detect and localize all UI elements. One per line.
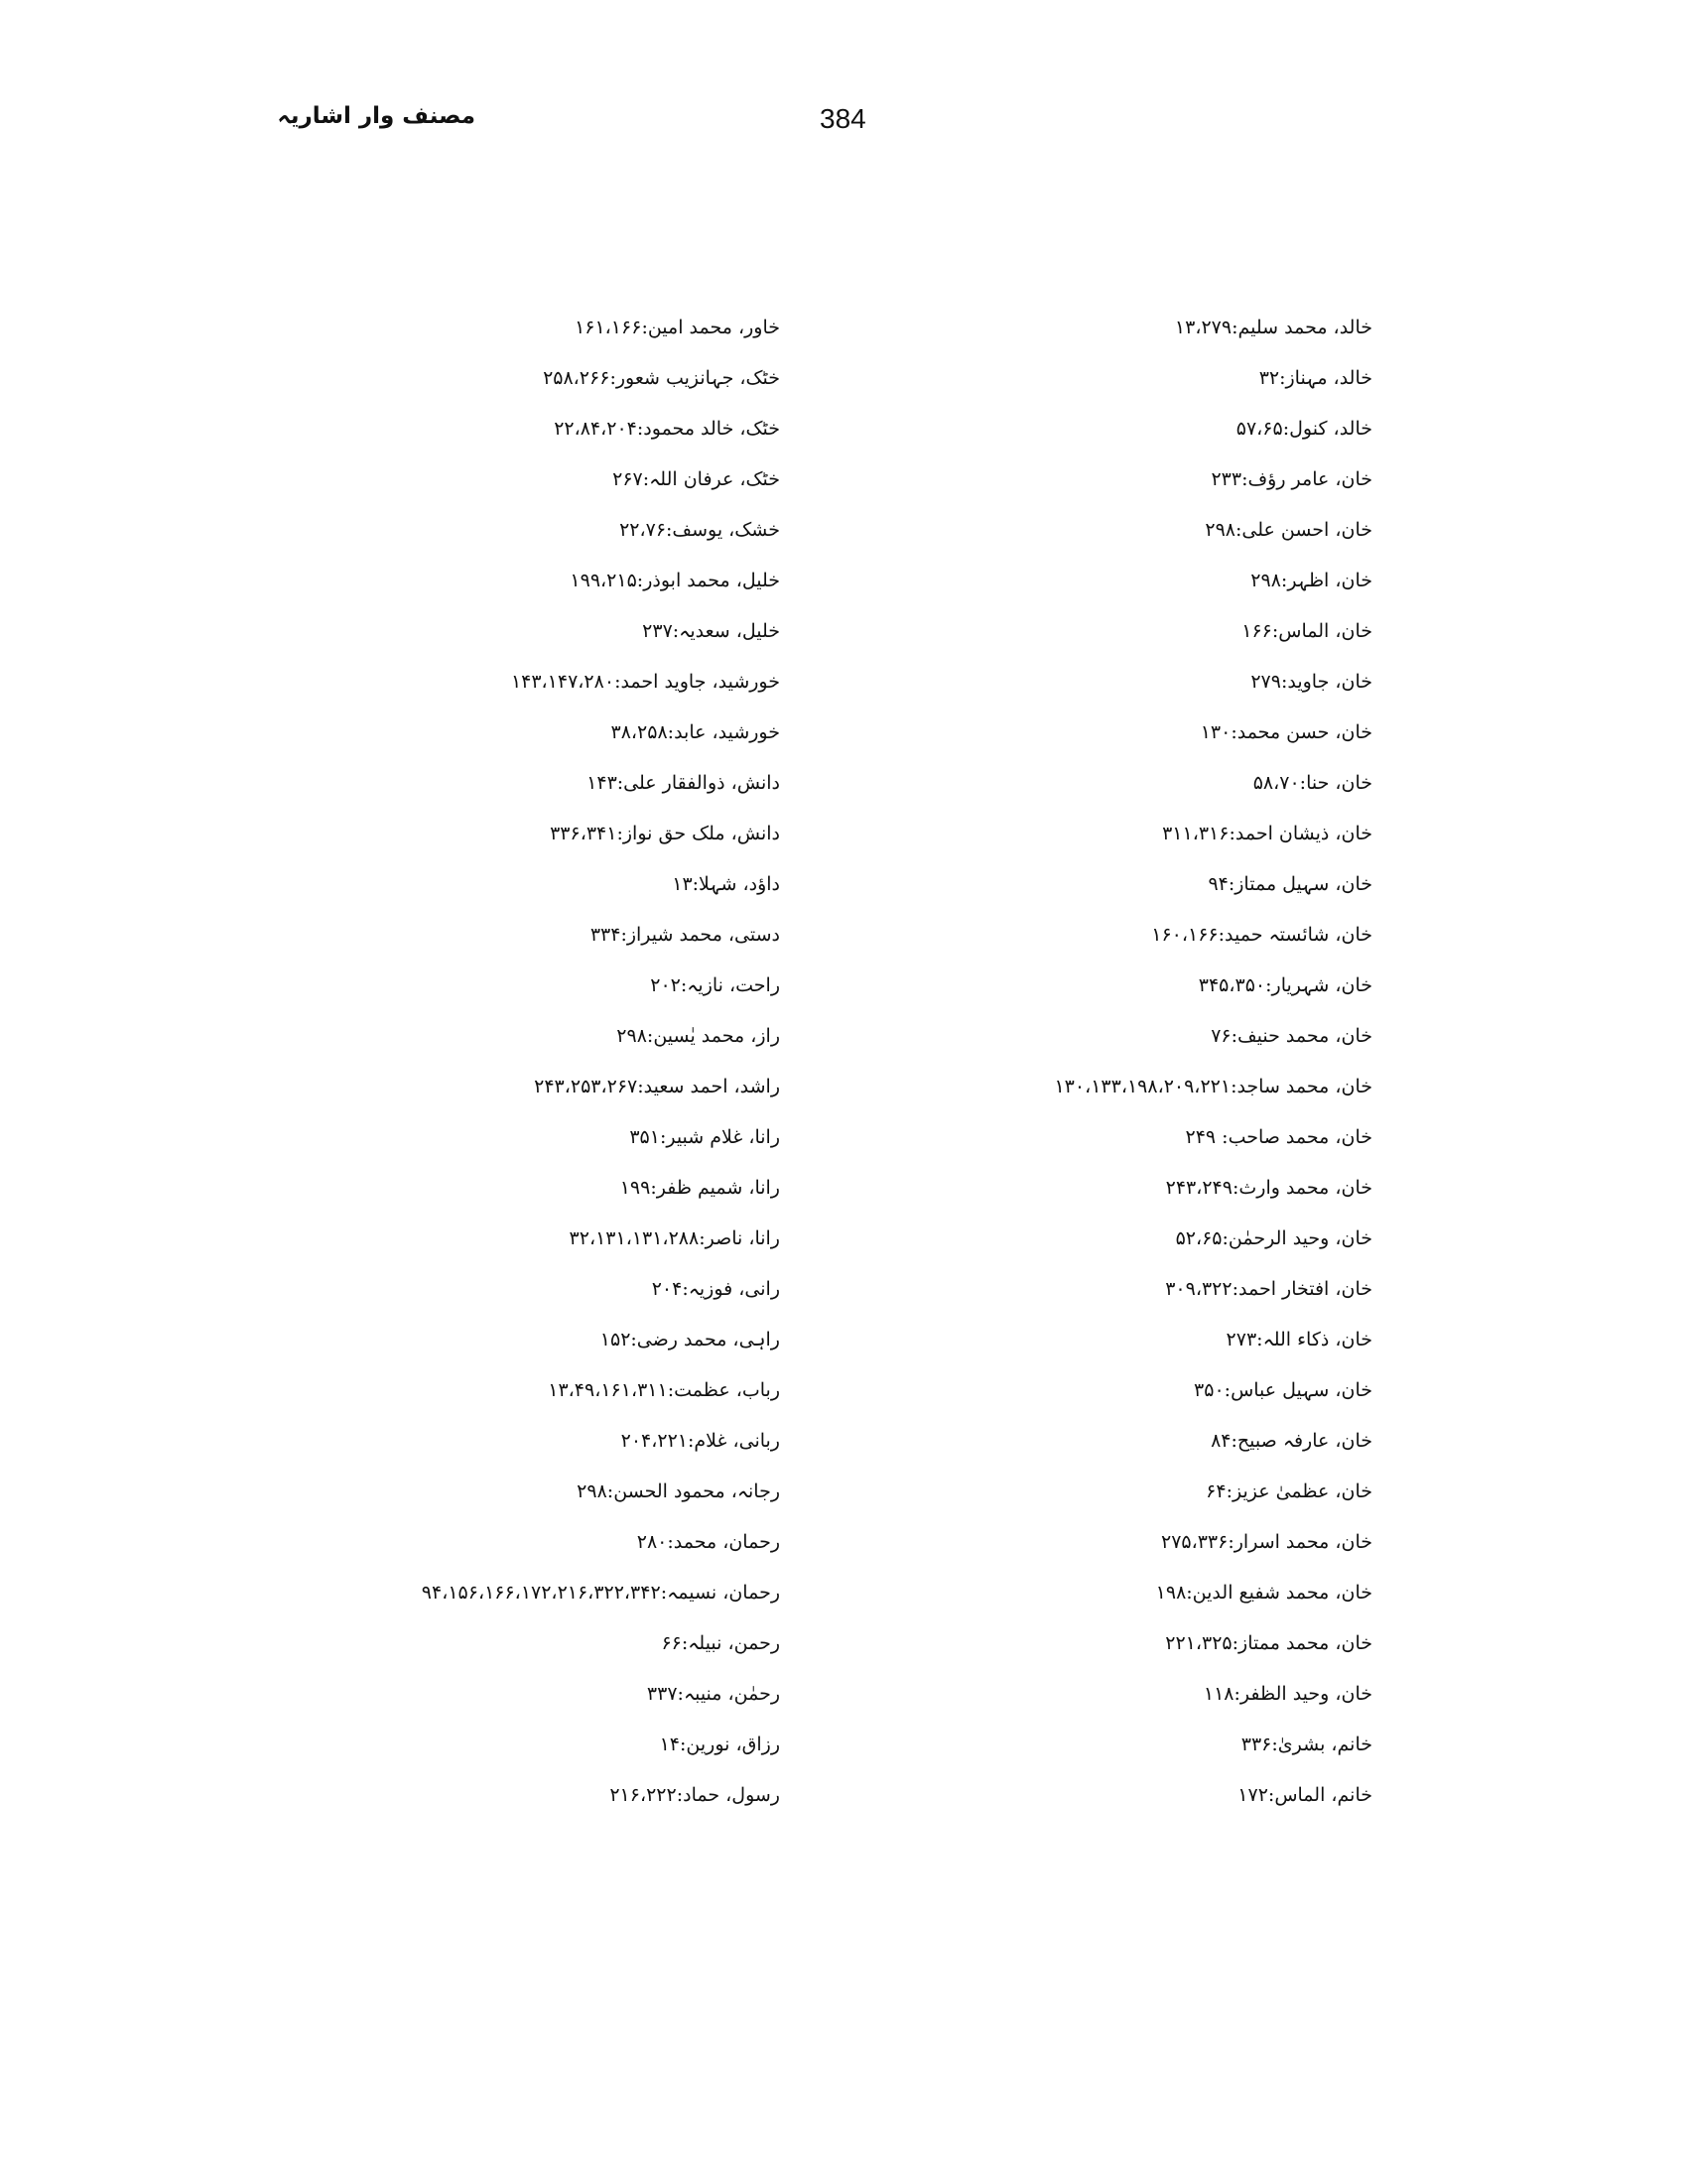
index-entry: رحمان، محمد:۲۸۰ — [636, 1531, 780, 1553]
index-entry: دانش، ملک حق نواز:۳۳۶،۳۴۱ — [550, 823, 780, 844]
index-entry: خان، احسن علی:۲۹۸ — [1205, 519, 1372, 541]
index-entry: خان، ذکاء اللہ:۲۷۳ — [1226, 1329, 1372, 1350]
index-entry: خان، وحید الظفر:۱۱۸ — [1203, 1683, 1372, 1705]
page-number: 384 — [820, 103, 866, 134]
index-entry: خان، شائستہ حمید:۱۶۰،۱۶۶ — [1151, 924, 1372, 946]
index-entry: خالد، مہناز:۳۲ — [1258, 367, 1372, 389]
index-entry: داؤد، شہلا:۱۳ — [672, 873, 780, 895]
index-entry: خان، افتخار احمد:۳۰۹،۳۲۲ — [1165, 1278, 1372, 1300]
index-entry: راحت، نازیہ:۲۰۲ — [650, 974, 780, 996]
index-entry: خورشید، عابد:۳۸،۲۵۸ — [610, 721, 780, 743]
index-entry: خان، محمد صاحب: ۲۴۹ — [1185, 1126, 1372, 1148]
index-entry: خالد، کنول:۵۷،۶۵ — [1235, 418, 1372, 440]
index-entry: خان، حنا:۵۸،۷۰ — [1252, 772, 1372, 794]
index-entry: خان، محمد شفیع الدین:۱۹۸ — [1155, 1582, 1372, 1604]
index-entry: خاور، محمد امین:۱۶۱،۱۶۶ — [575, 317, 780, 338]
index-entry: راہی، محمد رضی:۱۵۲ — [599, 1329, 780, 1350]
index-entry: خٹک، جہانزیب شعور:۲۵۸،۲۶۶ — [543, 367, 780, 389]
index-entry: خان، محمد ممتاز:۲۲۱،۳۲۵ — [1165, 1632, 1372, 1654]
index-entry: دستی، محمد شیراز:۳۳۴ — [589, 924, 780, 946]
index-entry: خان، سہیل عباس:۳۵۰ — [1194, 1379, 1372, 1401]
index-entry: خٹک، عرفان اللہ:۲۶۷ — [612, 468, 780, 490]
index-entry: خلیل، محمد ابوذر:۱۹۹،۲۱۵ — [570, 570, 780, 591]
index-entry: خان، شہریار:۳۴۵،۳۵۰ — [1198, 974, 1372, 996]
index-entry: خالد، محمد سلیم:۱۳،۲۷۹ — [1174, 317, 1372, 338]
index-entry: خان، اظہر:۲۹۸ — [1250, 570, 1372, 591]
index-entry: راشد، احمد سعید:۲۴۳،۲۵۳،۲۶۷ — [534, 1076, 780, 1097]
index-entry: رحمٰن، منیبہ:۳۳۷ — [646, 1683, 780, 1705]
index-entry: خان، عظمیٰ عزیز:۶۴ — [1206, 1480, 1372, 1502]
index-entry: خان، جاوید:۲۷۹ — [1250, 671, 1372, 693]
index-entry: خان، وحید الرحمٰن:۵۲،۶۵ — [1175, 1227, 1372, 1249]
index-column-left — [422, 303, 780, 1821]
index-entry: خان، محمد وارث:۲۴۳،۲۴۹ — [1165, 1177, 1372, 1199]
index-entry: رانا، غلام شبیر:۳۵۱ — [629, 1126, 780, 1148]
index-entry: رباب، عظمت:۱۳،۴۹،۱۶۱،۳۱۱ — [548, 1379, 780, 1401]
index-entry: خان، الماس:۱۶۶ — [1241, 620, 1372, 642]
index-entry: خان، ذیشان احمد:۳۱۱،۳۱۶ — [1162, 823, 1372, 844]
index-column-right — [1054, 303, 1372, 1821]
index-entry: خان، محمد حنیف:۷۶ — [1211, 1025, 1372, 1047]
index-entry: خان، حسن محمد:۱۳۰ — [1200, 721, 1372, 743]
index-entry: خان، محمد ساجد:۱۳۰،۱۳۳،۱۹۸،۲۰۹،۲۲۱ — [1054, 1076, 1372, 1097]
index-entry: خان، سہیل ممتاز:۹۴ — [1208, 873, 1372, 895]
index-entry: خورشید، جاوید احمد:۱۴۳،۱۴۷،۲۸۰ — [510, 671, 780, 693]
index-entry: دانش، ذوالفقار علی:۱۴۳ — [586, 772, 780, 794]
index-entry: رانا، شمیم ظفر:۱۹۹ — [619, 1177, 780, 1199]
index-entry: رحمن، نبیلہ:۶۶ — [661, 1632, 780, 1654]
index-entry: خانم، الماس:۱۷۲ — [1237, 1784, 1372, 1806]
index-entry: رانی، فوزیہ:۲۰۴ — [651, 1278, 780, 1300]
index-entry: ربانی، غلام:۲۰۴،۲۲۱ — [620, 1430, 780, 1452]
index-entry: خلیل، سعدیہ:۲۳۷ — [642, 620, 780, 642]
index-entry: خٹک، خالد محمود:۲۲،۸۴،۲۰۴ — [554, 418, 780, 440]
index-entry: خشک، یوسف:۲۲،۷۶ — [619, 519, 780, 541]
index-entry: رحمان، نسیمہ:۹۴،۱۵۶،۱۶۶،۱۷۲،۲۱۶،۳۲۲،۳۴۲ — [421, 1582, 780, 1604]
index-entry: رانا، ناصر:۳۲،۱۳۱،۱۳۱،۲۸۸ — [569, 1227, 780, 1249]
index-entry: رجانہ، محمود الحسن:۲۹۸ — [577, 1480, 780, 1502]
index-entry: خان، محمد اسرار:۲۷۵،۳۳۶ — [1160, 1531, 1372, 1553]
index-entry: خان، عارفہ صبیح:۸۴ — [1211, 1430, 1372, 1452]
index-entry: خانم، بشریٰ:۳۳۶ — [1240, 1734, 1372, 1755]
index-entry: خان، عامر رؤف:۲۳۳ — [1211, 468, 1372, 490]
page-title: مصنف وار اشاریہ — [277, 103, 475, 129]
index-entry: رسول، حماد:۲۱۶،۲۲۲ — [609, 1784, 780, 1806]
index-entry: رزاق، نورین:۱۴ — [659, 1734, 780, 1755]
index-entry: راز، محمد یٰسین:۲۹۸ — [616, 1025, 780, 1047]
